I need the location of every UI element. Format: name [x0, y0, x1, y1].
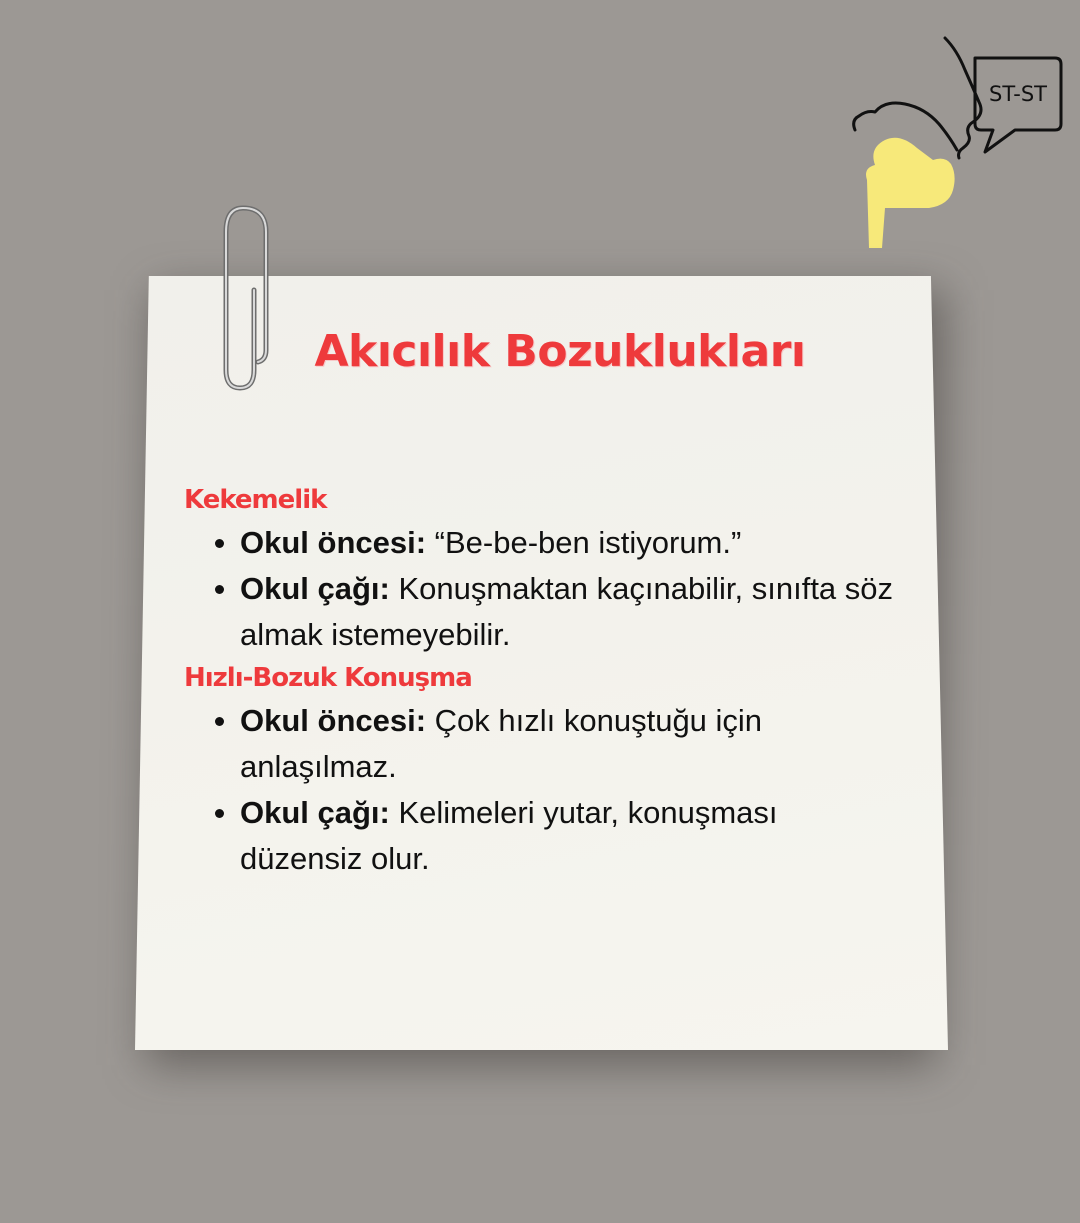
list-hizli-bozuk: [184, 698, 904, 882]
item-text: Çok hızlı konuştuğu için anlaşılmaz.: [240, 703, 763, 784]
section-heading-kekemelik: Kekemelik: [184, 485, 327, 515]
bullet-icon: [215, 585, 224, 594]
item-text: Konuşmaktan kaçınabilir, sınıfta söz almak istemeyebilir.: [240, 571, 894, 652]
bullet-icon: [215, 539, 224, 548]
item-text: Kelimeleri yutar, konuşması düzensiz olur.: [240, 795, 778, 876]
logo-text: ST-ST: [989, 82, 1047, 106]
item-label: Okul çağı:: [240, 795, 390, 830]
list-item: [184, 790, 904, 882]
list-item: [184, 698, 904, 790]
item-label: Okul öncesi:: [240, 703, 427, 738]
note-content: [184, 480, 904, 882]
list-item: [184, 520, 904, 566]
section-heading-hizli-bozuk: Hızlı-Bozuk Konuşma: [184, 663, 472, 693]
item-text: “Be-be-ben istiyorum.”: [426, 525, 742, 560]
item-label: Okul öncesi:: [240, 525, 427, 560]
list-kekemelik: [184, 520, 904, 658]
speech-head-logo-icon: [845, 30, 1070, 255]
page-title: Akıcılık Bozuklukları: [314, 326, 806, 377]
bullet-icon: [215, 717, 224, 726]
brand-logo: [845, 30, 1070, 255]
item-label: Okul çağı:: [240, 571, 390, 606]
list-item: [184, 566, 904, 658]
bullet-icon: [215, 809, 224, 818]
